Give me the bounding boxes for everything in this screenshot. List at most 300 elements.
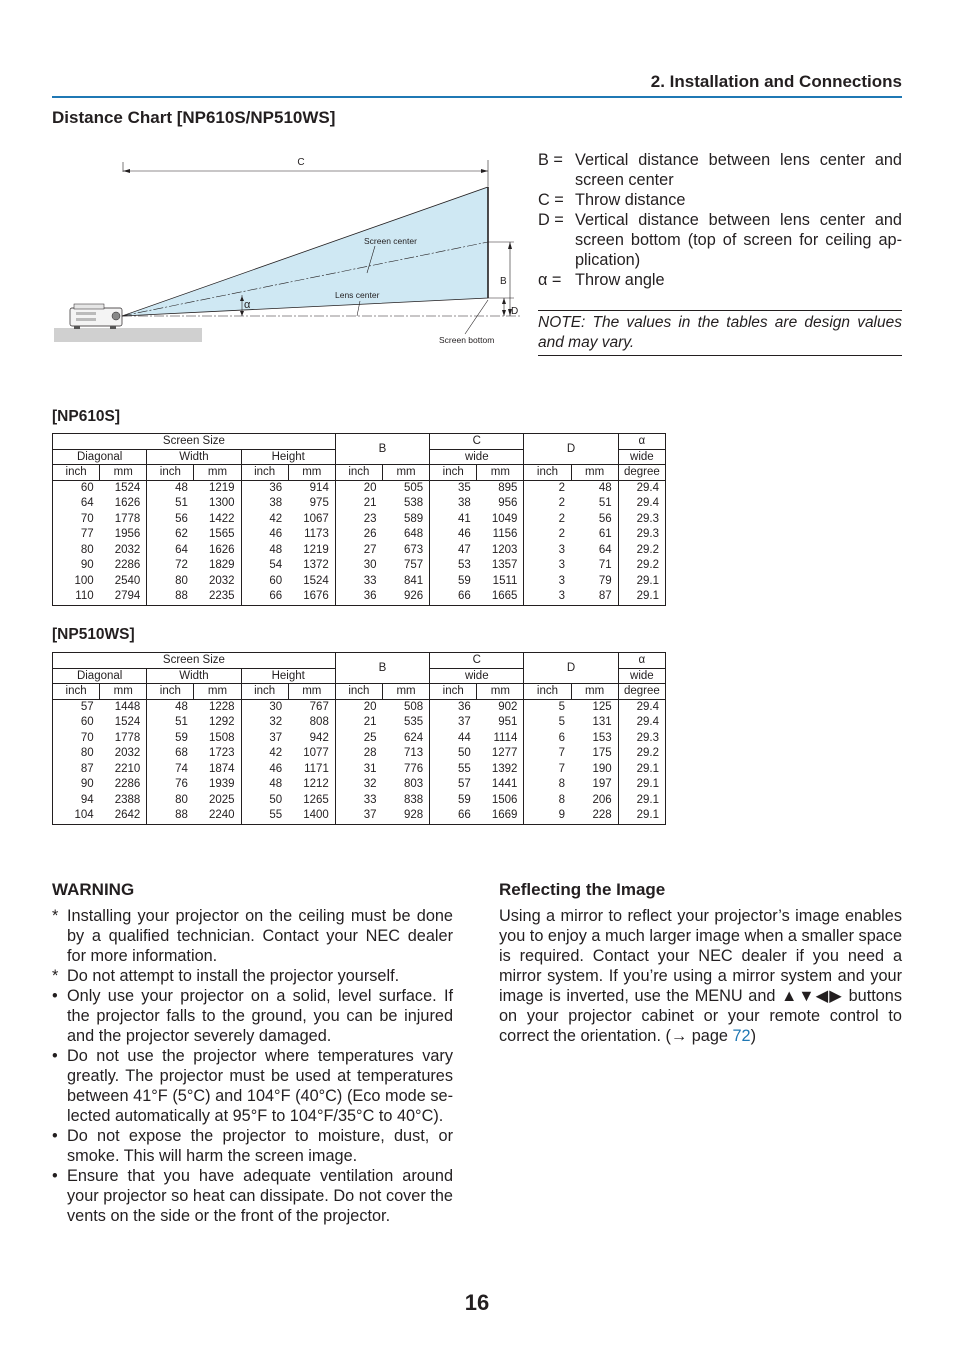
warning-text: Do not use the projector where temperatures vary greatly. The projector must be used at temperatures between 41°F (5°C) and 104°F (40°C) (Eco mode se-lected automatically at 95°F to 104°F/35°C to 40°C). — [67, 1047, 453, 1125]
reflecting-text-end: ) — [750, 1027, 757, 1045]
projection-beam — [122, 187, 488, 316]
table-cell: 1441 — [477, 777, 524, 793]
legend-text: Vertical distance between lens center and screen center — [575, 151, 902, 189]
table-cell: 51 — [147, 715, 194, 731]
header-b: B — [335, 434, 429, 465]
table-cell: 29.3 — [618, 512, 665, 528]
table-cell: 1524 — [100, 715, 147, 731]
bullet: • — [52, 987, 58, 1005]
reflecting-paragraph — [499, 906, 902, 1046]
table-cell: 60 — [241, 574, 288, 590]
table-cell: 42 — [241, 746, 288, 762]
table-cell: 8 — [524, 793, 571, 809]
unit-inch: inch — [335, 684, 382, 700]
table-cell: 1626 — [100, 496, 147, 512]
header-screen-size: Screen Size — [53, 434, 336, 450]
table-cell: 902 — [477, 699, 524, 715]
table-cell: 20 — [335, 699, 382, 715]
table-cell: 1669 — [477, 808, 524, 824]
unit-inch: inch — [147, 465, 194, 481]
distance-table-np510ws — [52, 652, 666, 825]
table-cell: 30 — [335, 558, 382, 574]
unit-inch: inch — [524, 684, 571, 700]
table-cell: 80 — [53, 543, 100, 559]
table-cell: 70 — [53, 512, 100, 528]
bullet: • — [52, 1127, 58, 1145]
table-cell: 46 — [241, 527, 288, 543]
table-cell: 50 — [430, 746, 477, 762]
unit-mm: mm — [571, 465, 618, 481]
section-header — [52, 70, 902, 98]
legend-key: α = — [538, 271, 562, 289]
legend-item — [538, 210, 902, 270]
table-row — [53, 699, 666, 715]
unit-inch: inch — [241, 465, 288, 481]
table-cell: 1265 — [288, 793, 335, 809]
table-cell: 2286 — [100, 777, 147, 793]
table-cell: 56 — [571, 512, 618, 528]
table-cell: 1939 — [194, 777, 241, 793]
legend-text: Throw angle — [575, 271, 665, 289]
table-cell: 190 — [571, 762, 618, 778]
table-cell: 71 — [571, 558, 618, 574]
table-cell: 2240 — [194, 808, 241, 824]
table-cell: 100 — [53, 574, 100, 590]
table-cell: 88 — [147, 589, 194, 605]
table-cell: 29.4 — [618, 715, 665, 731]
table-cell: 32 — [335, 777, 382, 793]
table-cell: 62 — [147, 527, 194, 543]
table-cell: 80 — [53, 746, 100, 762]
table-cell: 37 — [241, 731, 288, 747]
table-cell: 1277 — [477, 746, 524, 762]
unit-inch: inch — [430, 465, 477, 481]
table-cell: 2025 — [194, 793, 241, 809]
table-cell: 25 — [335, 731, 382, 747]
table-cell: 1372 — [288, 558, 335, 574]
table-cell: 36 — [241, 480, 288, 496]
table-cell: 505 — [382, 480, 429, 496]
unit-inch: inch — [147, 684, 194, 700]
dimension-d-arrow-bottom — [502, 310, 506, 316]
throw-diagram — [52, 150, 522, 350]
bullet: * — [52, 907, 59, 925]
note: NOTE: The values in the tables are design values and may vary. — [538, 310, 902, 356]
table-cell: 1171 — [288, 762, 335, 778]
table-cell: 21 — [335, 715, 382, 731]
label-alpha: α — [244, 299, 251, 311]
unit-inch: inch — [53, 684, 100, 700]
table-row — [53, 715, 666, 731]
label-c: C — [297, 157, 305, 168]
table-cell: 589 — [382, 512, 429, 528]
table-cell: 757 — [382, 558, 429, 574]
table-cell: 29.4 — [618, 480, 665, 496]
table-cell: 59 — [147, 731, 194, 747]
legend-key: B = — [538, 151, 563, 169]
table-label-np510ws: [NP510WS] — [52, 626, 135, 643]
table-cell: 79 — [571, 574, 618, 590]
label-d: D — [511, 306, 519, 317]
label-screen-bottom: Screen bottom — [439, 335, 495, 345]
header-width: Width — [147, 668, 241, 684]
table-cell: 2794 — [100, 589, 147, 605]
table-cell: 29.2 — [618, 746, 665, 762]
dimension-c-arrow-right — [481, 169, 488, 173]
table-cell: 29.1 — [618, 589, 665, 605]
table-cell: 1506 — [477, 793, 524, 809]
table-label-np610s: [NP610S] — [52, 408, 121, 425]
table-cell: 673 — [382, 543, 429, 559]
table-cell: 76 — [147, 777, 194, 793]
table-cell: 2032 — [194, 574, 241, 590]
unit-degree: degree — [618, 684, 665, 700]
table-cell: 838 — [382, 793, 429, 809]
table-cell: 624 — [382, 731, 429, 747]
dimension-c-arrow-left — [123, 169, 130, 173]
table-cell: 1778 — [100, 731, 147, 747]
table-cell: 46 — [241, 762, 288, 778]
table-cell: 29.1 — [618, 808, 665, 824]
table-cell: 7 — [524, 762, 571, 778]
legend-key: C = — [538, 191, 564, 209]
table-cell: 2 — [524, 480, 571, 496]
legend-text: Throw distance — [575, 191, 686, 209]
table-cell: 66 — [241, 589, 288, 605]
table-cell: 153 — [571, 731, 618, 747]
table-cell: 70 — [53, 731, 100, 747]
table-cell: 53 — [430, 558, 477, 574]
table-cell: 68 — [147, 746, 194, 762]
table-cell: 36 — [335, 589, 382, 605]
table-cell: 57 — [53, 699, 100, 715]
table-cell: 5 — [524, 699, 571, 715]
table-cell: 42 — [241, 512, 288, 528]
table-cell: 926 — [382, 589, 429, 605]
table-cell: 64 — [53, 496, 100, 512]
table-cell: 23 — [335, 512, 382, 528]
table-cell: 1508 — [194, 731, 241, 747]
table-cell: 2 — [524, 496, 571, 512]
table-cell: 125 — [571, 699, 618, 715]
table-cell: 2032 — [100, 543, 147, 559]
header-c: C — [430, 653, 524, 669]
header-d: D — [524, 653, 618, 684]
table-cell: 803 — [382, 777, 429, 793]
table-cell: 88 — [147, 808, 194, 824]
table-cell: 41 — [430, 512, 477, 528]
unit-mm: mm — [382, 465, 429, 481]
table-cell: 1173 — [288, 527, 335, 543]
table-cell: 60 — [53, 715, 100, 731]
table-cell: 2540 — [100, 574, 147, 590]
floor — [54, 328, 202, 342]
table-cell: 841 — [382, 574, 429, 590]
legend-item — [538, 190, 902, 210]
table-cell: 2032 — [100, 746, 147, 762]
table-cell: 29.4 — [618, 699, 665, 715]
table-cell: 928 — [382, 808, 429, 824]
legend — [538, 150, 902, 290]
table-cell: 5 — [524, 715, 571, 731]
table-cell: 48 — [241, 543, 288, 559]
table-cell: 29.1 — [618, 574, 665, 590]
table-cell: 1524 — [100, 480, 147, 496]
unit-inch: inch — [335, 465, 382, 481]
table-row — [53, 527, 666, 543]
table-cell: 1778 — [100, 512, 147, 528]
unit-mm: mm — [477, 684, 524, 700]
table-row — [53, 496, 666, 512]
table-cell: 776 — [382, 762, 429, 778]
warning-text: Ensure that you have adequate ventilation around your projector so heat can dissipate. Do not cover the vents on the side or the front of the projector. — [67, 1167, 453, 1225]
header-alpha: α — [618, 434, 665, 450]
dimension-d-arrow-top — [502, 298, 506, 304]
table-cell: 30 — [241, 699, 288, 715]
table-cell: 36 — [430, 699, 477, 715]
table-row — [53, 808, 666, 824]
unit-mm: mm — [100, 684, 147, 700]
table-cell: 32 — [241, 715, 288, 731]
table-cell: 1292 — [194, 715, 241, 731]
table-cell: 1077 — [288, 746, 335, 762]
header-diagonal: Diagonal — [53, 449, 147, 465]
bullet: • — [52, 1167, 58, 1185]
unit-inch: inch — [430, 684, 477, 700]
alpha-arrow-bottom — [240, 311, 244, 316]
table-row — [53, 480, 666, 496]
table-cell: 1219 — [194, 480, 241, 496]
table-cell: 175 — [571, 746, 618, 762]
table-cell: 228 — [571, 808, 618, 824]
table-cell: 648 — [382, 527, 429, 543]
table-cell: 3 — [524, 574, 571, 590]
page-number: 16 — [464, 1290, 490, 1315]
table-cell: 94 — [53, 793, 100, 809]
warning-text: Only use your projector on a solid, level surface. If the projector falls to the ground, you can be injured and the projector severely damaged. — [67, 987, 453, 1045]
table-cell: 1626 — [194, 543, 241, 559]
section-title: 2. Installation and Connections — [650, 72, 902, 91]
table-cell: 197 — [571, 777, 618, 793]
page-link[interactable]: 72 — [732, 1027, 751, 1045]
legend-text: Vertical distance between lens center and screen bottom (top of screen for ceiling ap-plication) — [575, 211, 902, 269]
table-cell: 55 — [241, 808, 288, 824]
table-cell: 51 — [571, 496, 618, 512]
warning-item — [52, 1126, 453, 1166]
table-cell: 57 — [430, 777, 477, 793]
table-cell: 64 — [147, 543, 194, 559]
table-cell: 60 — [53, 480, 100, 496]
table-cell: 48 — [147, 480, 194, 496]
header-height: Height — [241, 449, 335, 465]
warning-item — [52, 1166, 453, 1226]
header-height: Height — [241, 668, 335, 684]
legend-item — [538, 150, 902, 190]
warning-item — [52, 1046, 453, 1126]
header-wide: wide — [618, 449, 665, 465]
table-cell: 1212 — [288, 777, 335, 793]
unit-degree: degree — [618, 465, 665, 481]
unit-inch: inch — [53, 465, 100, 481]
table-cell: 29.1 — [618, 777, 665, 793]
table-cell: 33 — [335, 574, 382, 590]
unit-mm: mm — [571, 684, 618, 700]
warning-list — [52, 906, 453, 1226]
label-lens-center: Lens center — [335, 290, 380, 300]
header-alpha: α — [618, 653, 665, 669]
table-cell: 131 — [571, 715, 618, 731]
table-cell: 1219 — [288, 543, 335, 559]
legend-key: D = — [538, 211, 564, 229]
table-cell: 1114 — [477, 731, 524, 747]
table-cell: 59 — [430, 793, 477, 809]
table-cell: 29.3 — [618, 731, 665, 747]
table-cell: 3 — [524, 589, 571, 605]
header-d: D — [524, 434, 618, 465]
header-width: Width — [147, 449, 241, 465]
header-wide: wide — [430, 668, 524, 684]
table-cell: 2286 — [100, 558, 147, 574]
table-cell: 1067 — [288, 512, 335, 528]
unit-mm: mm — [288, 465, 335, 481]
table-cell: 33 — [335, 793, 382, 809]
table-cell: 61 — [571, 527, 618, 543]
table-row — [53, 746, 666, 762]
table-cell: 1956 — [100, 527, 147, 543]
table-cell: 48 — [571, 480, 618, 496]
table-cell: 6 — [524, 731, 571, 747]
table-cell: 1511 — [477, 574, 524, 590]
table-row — [53, 558, 666, 574]
table-cell: 1392 — [477, 762, 524, 778]
bullet: * — [52, 967, 59, 985]
table-cell: 29.2 — [618, 543, 665, 559]
table-cell: 2388 — [100, 793, 147, 809]
table-cell: 1422 — [194, 512, 241, 528]
table-cell: 942 — [288, 731, 335, 747]
table-row — [53, 762, 666, 778]
warning-item — [52, 966, 453, 986]
table-cell: 3 — [524, 543, 571, 559]
reflecting-text: Using a mirror to reflect your projector’s image enables you to enjoy a much larger image when a smaller space is required. Contact your NEC dealer if you need a mirror system. If you’re using a mirror system and your image is inverted, use the MENU and ▲▼◀▶ buttons on your projector cabinet or your remote control to correct the orientation. (→ page — [499, 907, 902, 1045]
table-cell: 1524 — [288, 574, 335, 590]
table-cell: 37 — [335, 808, 382, 824]
table-cell: 46 — [430, 527, 477, 543]
table-row — [53, 731, 666, 747]
unit-mm: mm — [382, 684, 429, 700]
table-cell: 1203 — [477, 543, 524, 559]
label-b: B — [500, 276, 507, 287]
table-row — [53, 777, 666, 793]
table-cell: 951 — [477, 715, 524, 731]
table-cell: 74 — [147, 762, 194, 778]
table-cell: 72 — [147, 558, 194, 574]
reflecting-title: Reflecting the Image — [499, 880, 666, 899]
table-cell: 90 — [53, 558, 100, 574]
table-cell: 206 — [571, 793, 618, 809]
table-cell: 1049 — [477, 512, 524, 528]
table-cell: 1676 — [288, 589, 335, 605]
table-cell: 27 — [335, 543, 382, 559]
table-cell: 29.1 — [618, 793, 665, 809]
table-cell: 38 — [430, 496, 477, 512]
warning-title: WARNING — [52, 880, 135, 899]
table-cell: 808 — [288, 715, 335, 731]
table-cell: 47 — [430, 543, 477, 559]
table-row — [53, 574, 666, 590]
projector-icon — [70, 304, 122, 329]
unit-mm: mm — [288, 684, 335, 700]
table-cell: 31 — [335, 762, 382, 778]
table-cell: 1156 — [477, 527, 524, 543]
table-cell: 51 — [147, 496, 194, 512]
table-cell: 713 — [382, 746, 429, 762]
table-cell: 66 — [430, 589, 477, 605]
table-cell: 37 — [430, 715, 477, 731]
table-cell: 9 — [524, 808, 571, 824]
table-cell: 508 — [382, 699, 429, 715]
warning-item — [52, 986, 453, 1046]
table-cell: 535 — [382, 715, 429, 731]
table-cell: 38 — [241, 496, 288, 512]
unit-mm: mm — [194, 465, 241, 481]
table-cell: 1357 — [477, 558, 524, 574]
table-row — [53, 512, 666, 528]
table-row — [53, 589, 666, 605]
label-screen-center: Screen center — [364, 236, 417, 246]
table-cell: 110 — [53, 589, 100, 605]
table-cell: 90 — [53, 777, 100, 793]
table-cell: 1400 — [288, 808, 335, 824]
table-cell: 1300 — [194, 496, 241, 512]
table-cell: 2 — [524, 512, 571, 528]
header-wide: wide — [430, 449, 524, 465]
table-cell: 80 — [147, 793, 194, 809]
header-screen-size: Screen Size — [53, 653, 336, 669]
table-cell: 975 — [288, 496, 335, 512]
unit-inch: inch — [524, 465, 571, 481]
page-title: Distance Chart [NP610S/NP510WS] — [52, 108, 336, 127]
table-cell: 55 — [430, 762, 477, 778]
table-cell: 29.2 — [618, 558, 665, 574]
table-cell: 87 — [571, 589, 618, 605]
header-b: B — [335, 653, 429, 684]
table-cell: 48 — [147, 699, 194, 715]
unit-mm: mm — [100, 465, 147, 481]
table-cell: 1228 — [194, 699, 241, 715]
legend-item — [538, 270, 902, 290]
warning-text: Installing your projector on the ceiling must be done by a qualified technician. Contact your NEC dealer for more information. — [67, 907, 453, 965]
table-cell: 3 — [524, 558, 571, 574]
warning-text: Do not attempt to install the projector yourself. — [67, 967, 400, 985]
table-row — [53, 543, 666, 559]
table-cell: 29.3 — [618, 527, 665, 543]
table-cell: 538 — [382, 496, 429, 512]
callout-screen-bottom — [465, 300, 488, 334]
table-cell: 54 — [241, 558, 288, 574]
table-cell: 20 — [335, 480, 382, 496]
table-cell: 7 — [524, 746, 571, 762]
table-cell: 895 — [477, 480, 524, 496]
table-cell: 767 — [288, 699, 335, 715]
table-cell: 64 — [571, 543, 618, 559]
header-diagonal: Diagonal — [53, 668, 147, 684]
table-cell: 44 — [430, 731, 477, 747]
table-cell: 59 — [430, 574, 477, 590]
bullet: • — [52, 1047, 58, 1065]
table-cell: 21 — [335, 496, 382, 512]
table-cell: 1829 — [194, 558, 241, 574]
